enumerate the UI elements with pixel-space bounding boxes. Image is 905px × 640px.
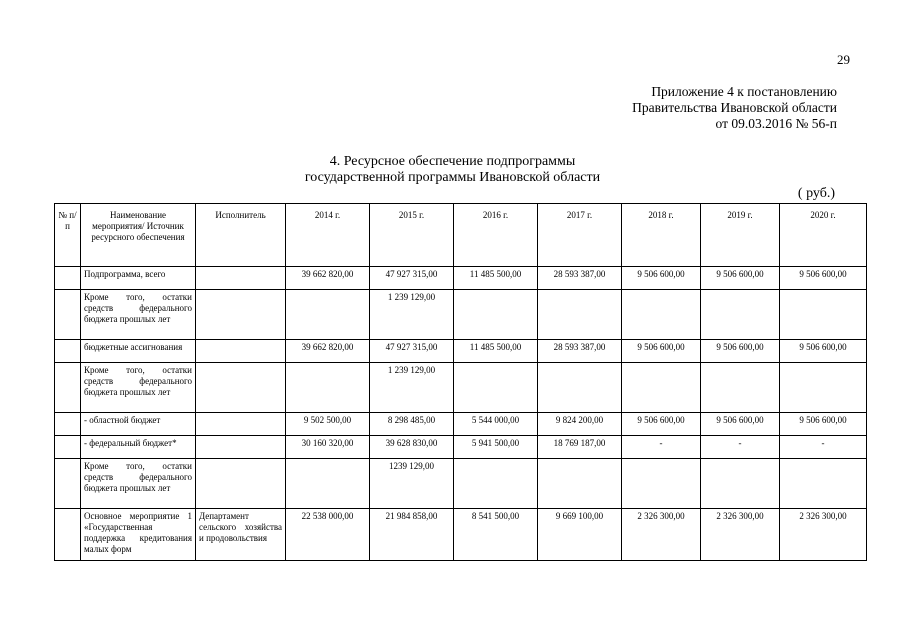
row-number-cell bbox=[55, 459, 81, 509]
row-value-cell bbox=[538, 459, 622, 509]
row-name-cell: Подпрограмма, всего bbox=[81, 267, 196, 290]
row-name-cell: - областной бюджет bbox=[81, 413, 196, 436]
currency-unit-label: ( руб.) bbox=[797, 186, 835, 201]
row-name-cell: бюджетные ассигнования bbox=[81, 340, 196, 363]
row-name-cell: - федеральный бюджет* bbox=[81, 436, 196, 459]
row-value-cell: 8 298 485,00 bbox=[370, 413, 454, 436]
appendix-note bbox=[632, 84, 837, 132]
header-cell: 2016 г. bbox=[454, 204, 538, 267]
row-value-cell bbox=[454, 363, 538, 413]
row-value-cell: 9 506 600,00 bbox=[780, 267, 867, 290]
row-value-cell: 39 662 820,00 bbox=[286, 267, 370, 290]
table-row bbox=[55, 363, 867, 413]
header-cell: Наименование мероприятия/ Источник ресурсного обеспечения bbox=[81, 204, 196, 267]
row-value-cell: 18 769 187,00 bbox=[538, 436, 622, 459]
header-cell: 2015 г. bbox=[370, 204, 454, 267]
header-cell: 2014 г. bbox=[286, 204, 370, 267]
appendix-line-1: Приложение 4 к постановлению bbox=[651, 84, 837, 99]
row-value-cell: 28 593 387,00 bbox=[538, 267, 622, 290]
row-executor-cell bbox=[196, 340, 286, 363]
row-value-cell bbox=[780, 459, 867, 509]
row-number-cell bbox=[55, 340, 81, 363]
row-executor-cell bbox=[196, 413, 286, 436]
row-executor-cell bbox=[196, 363, 286, 413]
row-value-cell: 1 239 129,00 bbox=[370, 290, 454, 340]
row-value-cell bbox=[780, 363, 867, 413]
header-cell: № п/п bbox=[55, 204, 81, 267]
row-number-cell bbox=[55, 267, 81, 290]
row-value-cell: 1239 129,00 bbox=[370, 459, 454, 509]
row-value-cell: 28 593 387,00 bbox=[538, 340, 622, 363]
row-value-cell bbox=[701, 290, 780, 340]
header-cell: 2017 г. bbox=[538, 204, 622, 267]
row-value-cell: 9 669 100,00 bbox=[538, 509, 622, 561]
table-row bbox=[55, 436, 867, 459]
row-value-cell bbox=[454, 290, 538, 340]
row-name-cell: Основное мероприятие 1 «Государственная поддержка кредитования малых форм bbox=[81, 509, 196, 561]
row-executor-cell bbox=[196, 290, 286, 340]
row-number-cell bbox=[55, 413, 81, 436]
row-value-cell: 9 506 600,00 bbox=[701, 413, 780, 436]
row-value-cell: 9 506 600,00 bbox=[622, 413, 701, 436]
row-value-cell: 22 538 000,00 bbox=[286, 509, 370, 561]
table-body bbox=[55, 267, 867, 561]
row-executor-cell bbox=[196, 436, 286, 459]
row-executor-cell bbox=[196, 459, 286, 509]
title-line-1: 4. Ресурсное обеспечение подпрограммы bbox=[329, 154, 576, 169]
row-number-cell bbox=[55, 436, 81, 459]
row-value-cell: 21 984 858,00 bbox=[370, 509, 454, 561]
row-value-cell bbox=[622, 459, 701, 509]
row-value-cell bbox=[622, 290, 701, 340]
row-value-cell: 2 326 300,00 bbox=[780, 509, 867, 561]
row-value-cell: 11 485 500,00 bbox=[454, 340, 538, 363]
appendix-line-3: от 09.03.2016 № 56-п bbox=[715, 116, 837, 131]
row-executor-cell bbox=[196, 267, 286, 290]
header-cell: Исполнитель bbox=[196, 204, 286, 267]
row-value-cell: 47 927 315,00 bbox=[370, 267, 454, 290]
row-value-cell: 9 502 500,00 bbox=[286, 413, 370, 436]
row-name-cell: Кроме того, остатки средств федерального бюджета прошлых лет bbox=[81, 459, 196, 509]
row-value-cell: 5 941 500,00 bbox=[454, 436, 538, 459]
row-value-cell bbox=[538, 290, 622, 340]
row-value-cell: 9 506 600,00 bbox=[622, 267, 701, 290]
row-number-cell bbox=[55, 509, 81, 561]
table-row bbox=[55, 267, 867, 290]
header-cell: 2019 г. bbox=[701, 204, 780, 267]
appendix-line-2: Правительства Ивановской области bbox=[632, 100, 837, 115]
row-value-cell: 9 506 600,00 bbox=[701, 267, 780, 290]
table-row bbox=[55, 413, 867, 436]
row-value-cell: 30 160 320,00 bbox=[286, 436, 370, 459]
row-value-cell bbox=[780, 290, 867, 340]
resource-table bbox=[54, 203, 867, 561]
table-row bbox=[55, 509, 867, 561]
row-name-cell: Кроме того, остатки средств федерального бюджета прошлых лет bbox=[81, 363, 196, 413]
row-value-cell: 11 485 500,00 bbox=[454, 267, 538, 290]
row-value-cell: 5 544 000,00 bbox=[454, 413, 538, 436]
header-cell: 2018 г. bbox=[622, 204, 701, 267]
row-value-cell: 47 927 315,00 bbox=[370, 340, 454, 363]
header-cell: 2020 г. bbox=[780, 204, 867, 267]
row-value-cell: 9 824 200,00 bbox=[538, 413, 622, 436]
row-value-cell bbox=[286, 290, 370, 340]
row-value-cell: 9 506 600,00 bbox=[780, 340, 867, 363]
table-row bbox=[55, 290, 867, 340]
page-number: 29 bbox=[837, 52, 850, 67]
table-row bbox=[55, 459, 867, 509]
row-value-cell bbox=[538, 363, 622, 413]
row-value-cell bbox=[286, 363, 370, 413]
row-value-cell: 9 506 600,00 bbox=[780, 413, 867, 436]
row-value-cell: - bbox=[701, 436, 780, 459]
row-value-cell: 2 326 300,00 bbox=[701, 509, 780, 561]
row-value-cell: 2 326 300,00 bbox=[622, 509, 701, 561]
row-value-cell bbox=[454, 459, 538, 509]
row-value-cell: 8 541 500,00 bbox=[454, 509, 538, 561]
document-title bbox=[0, 154, 905, 186]
row-name-cell: Кроме того, остатки средств федерального бюджета прошлых лет bbox=[81, 290, 196, 340]
row-value-cell: 9 506 600,00 bbox=[701, 340, 780, 363]
row-value-cell bbox=[701, 363, 780, 413]
row-value-cell bbox=[622, 363, 701, 413]
row-value-cell bbox=[701, 459, 780, 509]
row-value-cell: 39 628 830,00 bbox=[370, 436, 454, 459]
table-row bbox=[55, 340, 867, 363]
title-line-2: государственной программы Ивановской области bbox=[304, 170, 601, 185]
row-value-cell: 39 662 820,00 bbox=[286, 340, 370, 363]
row-number-cell bbox=[55, 290, 81, 340]
row-value-cell bbox=[286, 459, 370, 509]
table-header-row bbox=[55, 204, 867, 267]
row-value-cell: 9 506 600,00 bbox=[622, 340, 701, 363]
row-value-cell: - bbox=[780, 436, 867, 459]
row-value-cell: - bbox=[622, 436, 701, 459]
row-number-cell bbox=[55, 363, 81, 413]
row-executor-cell: Департамент сельского хозяйства и продовольствия bbox=[196, 509, 286, 561]
row-value-cell: 1 239 129,00 bbox=[370, 363, 454, 413]
